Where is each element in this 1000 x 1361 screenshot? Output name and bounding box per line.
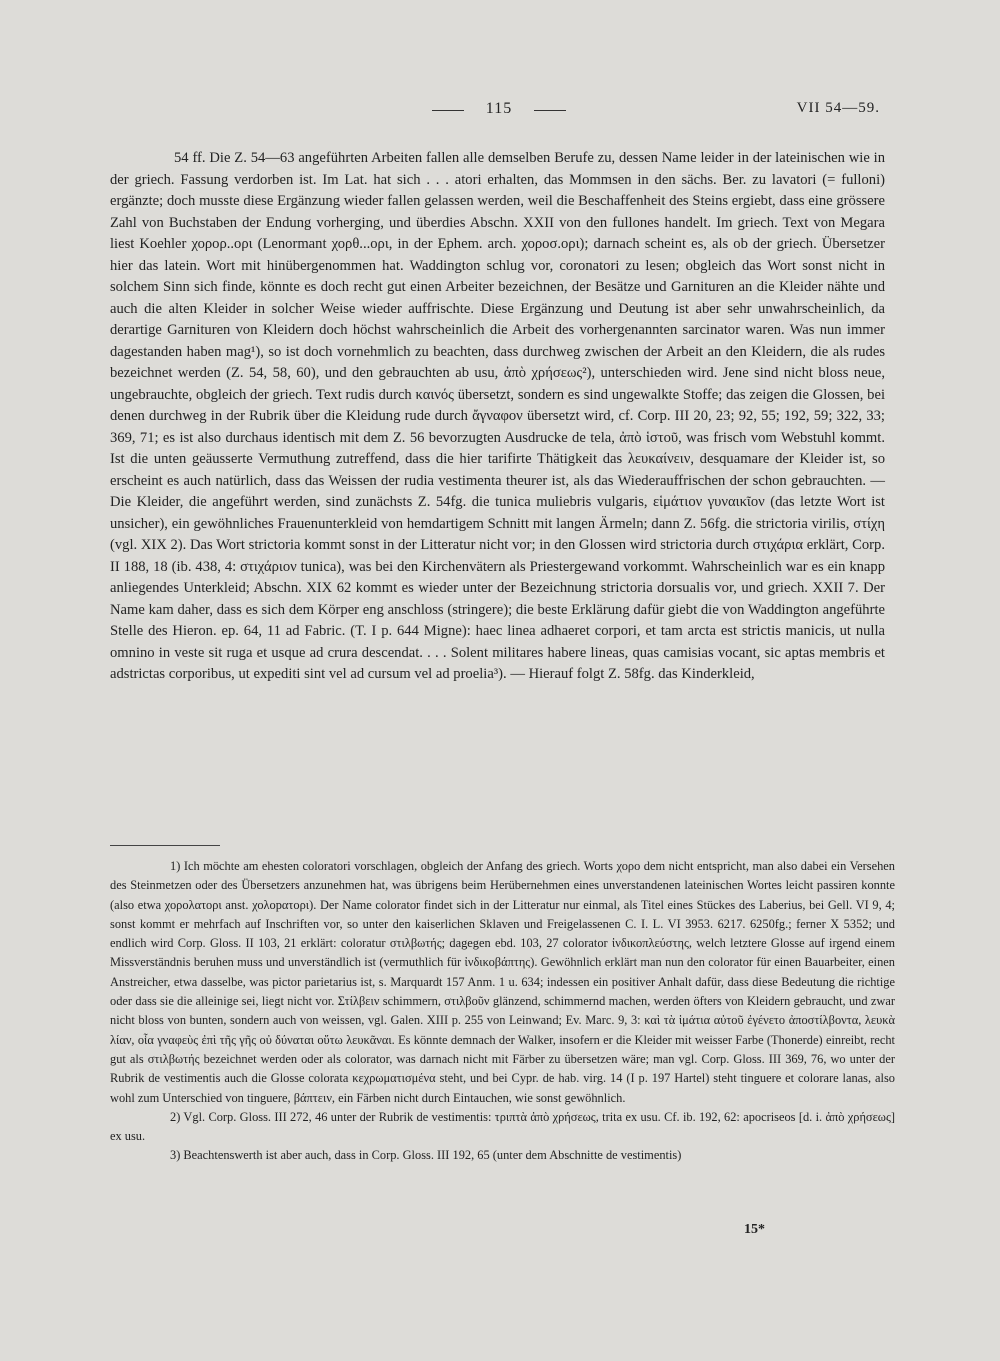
footnote-1: 1) Ich möchte am ehesten coloratori vorschlagen, obgleich der Anfang des griech. Worts χορο dem nicht entspricht, man also dabei ein Versehen des Steinmetzen oder des Übersetzers anzunehmen hat, was übrigens beim Herübernehmen eines unverstandenen lateinischen Wortes leicht passiren konnte (also etwa χορολατορι anst. χολοpατορι). Der Name colorator findet sich in der Litteratur nur einmal, als Titel eines Stückes des Laberius, bei Gell. VI 9, 4; sonst kommt er mehrfach auf Inschriften vor, so unter den kaiserlichen Sklaven und Freigelassenen C. I. L. VI 3953. 6217. 6250fg.; ferner X 5352; und endlich wird Corp. Gloss. II 103, 21 erklärt: coloratur στιλβωτής; dagegen ebd. 103, 27 colorator ἰνδικοπλεύστης, welch letztere Glosse auf irgend einem Missverständnis beruhen muss und unverständlich ist (vermuthlich für ἰνδικοβάπτης). Gewöhnlich erklärt man nun den colorator für einen Bauarbeiter, einen Anstreicher, etwa dasselbe, was pictor parietarius ist, s. Marquardt 157 Anm. 1 u. 634; indessen ein positiver Anhalt dafür, dass diese Bedeutung die richtige oder dass sie die alleinige sei, liegt nicht vor. Στίλβειν schimmern, στιλβοῦν glänzend, schimmernd machen, werden öfters von Kleidern gebraucht, und zwar nicht bloss von bunten, sondern auch von weissen, vgl. Galen. XIII p. 255 von Leinwand; Ev. Marc. 9, 3: καὶ τὰ ἱμάτια αὐτοῦ ἐγένετο ἀποστίλβοντα, λευκὰ λίαν, οἷα γναφεὺς ἐπὶ τῆς γῆς οὐ δύναται οὕτω λευκᾶναι. Es könnte demnach der Walker, insofern er die Kleider mit weisser Farbe (Thonerde) einreibt, recht gut als στιλβωτής bezeichnet werden oder als colorator, was darnach nicht mit Färber zu übersetzen wäre; man vgl. Corp. Gloss. III 369, 76, wo unter der Rubrik de vestimentis auch die Glosse colorata κεχρωματισμένα steht, und bei Cypr. de hab. virg. 14 (I p. 197 Hartel) steht tinguere et colorare lanas, also wohl zum Unterschied von tinguere, βάπτειν, ein Färben nicht durch Eintauchen, wie sonst gewöhnlich.: [110, 859, 895, 1105]
main-paragraph: 54 ff. Die Z. 54—63 angeführten Arbeiten fallen alle demselben Berufe zu, dessen Name leider in der lateinischen wie in der griech. Fassung verdorben ist. Im Lat. hat sich . . . atori erhalten, das Mommsen in den sächs. Ber. zu lavatori (= fulloni) ergänzte; doch musste diese Ergänzung wieder fallen gelassen werden, weil die Beschaffenheit des Steins ergiebt, dass eine grössere Zahl von Buchstaben der Endung vorherging, und überdies Abschn. XXII von den fullones handelt. Im griech. Text von Megara liest Koehler χορορ..ορι (Lenormant χορθ...ορι, in der Ephem. arch. χοροσ.ορι); darnach scheint es, als ob der griech. Übersetzer hier das latein. Wort mit hinübergenommen hat. Waddington schlug vor, coronatori zu lesen; obgleich das Wort sonst nicht in solchem Sinn sich finde, könnte es doch recht gut einen Arbeiter bezeichnen, der Besätze und Garnituren an die Kleider nähte und auch die alten Kleider in solcher Weise wieder auffrischte. Diese Ergänzung und Deutung ist aber sehr unwahrscheinlich, da derartige Garnituren von Kleidern doch höchst wahrscheinlich die Arbeit des vorhergenannten sarcinator waren. Was nun immer dagestanden haben mag¹), so ist doch vornehmlich zu beachten, dass durchweg zwischen der Arbeit an den Kleidern, die als rudes bezeichnet werden (Z. 54, 58, 60), und den gebrauchten ab usu, ἀπὸ χρήσεως²), unterschieden wird. Jene sind nicht bloss neue, ungebrauchte, obgleich der griech. Text rudis durch καινός übersetzt, sondern es sind ungewalkte Stoffe; das zeigen die Glossen, bei denen durchweg in der Rubrik über die Kleidung rude durch ἄγναφον übersetzt wird, cf. Corp. III 20, 23; 92, 55; 192, 59; 322, 33; 369, 71; es ist also durchaus identisch mit dem Z. 56 bevorzugten Ausdrucke de tela, ἀπὸ ἱστοῦ, was frisch vom Webstuhl kommt. Ist die unten geäusserte Vermuthung zutreffend, dass die hier tarifirte Thätigkeit das λευκαίνειν, desquamare der Kleider ist, so erscheint es auch natürlich, dass das Weissen der rudia vestimenta theurer ist, als das Wiederauffrischen der schon gebrauchten. — Die Kleider, die angeführt werden, sind zunächsts Z. 54fg. die tunica muliebris vulgaris, εἱμάτιον γυναικῖον (das letzte Wort ist unsicher), ein gewöhnliches Frauenunterkleid von hemdartigem Schnitt mit langen Ärmeln; dann Z. 56fg. die strictoria virilis, στίχη (vgl. XIX 2). Das Wort strictoria kommt sonst in der Litteratur nicht vor; in den Glossen wird strictoria durch στιχάρια erklärt, Corp. II 188, 18 (ib. 438, 4: στιχάριον tunica), was bei den Kirchenvätern als Priestergewand vorkommt. Wahrscheinlich war es ein knapp anliegendes Unterkleid; Abschn. XIX 62 kommt es wieder unter der Bezeichnung strictoria dorsualis vor, und griech. XXII 7. Der Name kam daher, dass es sich dem Körper eng anschloss (stringere); die beste Erklärung dafür giebt die von Waddington angeführte Stelle des Hieron. ep. 64, 11 ad Fabric. (T. I p. 644 Migne): haec linea adhaeret corpori, et tam arcta est strictis manicis, ut nulla omnino in veste sit ruga et usque ad crura descendat. . . . Solent militares habere lineas, quas camisias vocant, sic aptas membris et adstrictas corporibus, ut expediti sint vel ad cursum vel ad proelia³). — Hierauf folgt Z. 58fg. das Kinderkleid,: [110, 150, 885, 682]
section-reference: VII 54—59.: [796, 100, 880, 116]
footnotes: [110, 857, 895, 1166]
body-text: [110, 148, 885, 686]
signature-mark: 15*: [744, 1222, 765, 1237]
page-number: 115: [444, 100, 554, 118]
footnote-3: 3) Beachtenswerth ist aber auch, dass in Corp. Gloss. III 192, 65 (unter dem Abschnitte de vestimentis): [170, 1148, 682, 1163]
footnote-2: 2) Vgl. Corp. Gloss. III 272, 46 unter der Rubrik de vestimentis: τριπτὰ ἀπὸ χρήσεως, trita ex usu. Cf. ib. 192, 62: apocriseos [d. i. ἀπὸ χρήσεως] ex usu.: [110, 1109, 895, 1144]
page-header: [0, 100, 1000, 124]
footnote-separator: [110, 845, 220, 846]
